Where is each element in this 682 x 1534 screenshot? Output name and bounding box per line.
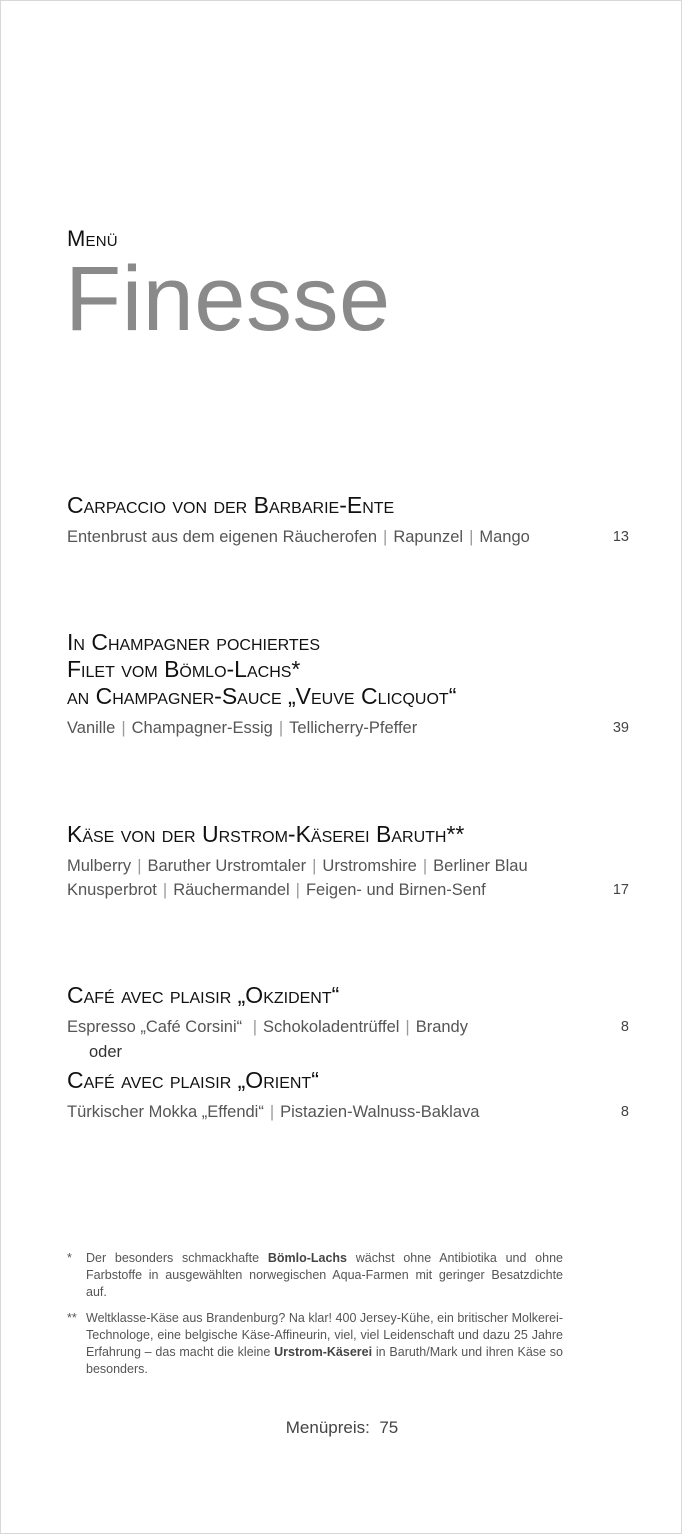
separator: |: [162, 881, 168, 899]
dish-description: [67, 1100, 631, 1124]
footnote-text: [86, 1250, 563, 1301]
footnote-highlight: Urstrom-Käserei: [274, 1345, 373, 1359]
footnote-highlight: Bömlo-Lachs: [267, 1251, 347, 1265]
menu-title: Finesse: [65, 248, 391, 350]
dish-price: 8: [620, 1019, 629, 1035]
separator: |: [383, 528, 388, 546]
dish-title-line: Café avec plaisir „Okzident“: [67, 982, 340, 1008]
dish-title-line: an Champagner-Sauce „Veuve Clicquot“: [67, 683, 457, 709]
ingredient: Schokoladentrüffel: [263, 1018, 400, 1036]
dish-description-row: [67, 716, 631, 740]
separator: |: [295, 881, 300, 899]
alternative-word: oder: [89, 1043, 123, 1061]
separator: |: [252, 1018, 258, 1036]
footnote-text: [86, 1310, 563, 1378]
dish-title: [67, 821, 631, 848]
dish-description-row: [67, 1100, 631, 1124]
separator: |: [405, 1018, 410, 1036]
menu-price: [1, 1418, 682, 1438]
separator: |: [269, 1103, 275, 1121]
ingredient: Rapunzel: [393, 528, 464, 546]
ingredient: Berliner Blau: [433, 857, 528, 875]
separator: |: [312, 857, 317, 875]
dish-title-line: In Champagner pochiertes: [67, 629, 320, 655]
menu-kicker: Menü: [67, 226, 118, 251]
ingredient: Feigen- und Birnen-Senf: [305, 881, 486, 899]
footnote-mark: *: [67, 1251, 72, 1265]
ingredient: Entenbrust aus dem eigenen Räucherofen: [67, 528, 378, 546]
dish-title-line: Café avec plaisir „Orient“: [67, 1067, 319, 1093]
separator: |: [137, 857, 142, 875]
dish-description-row: [67, 525, 631, 549]
dish-price: 39: [612, 720, 629, 736]
dish-price: 17: [612, 882, 629, 898]
dish-title: [67, 982, 631, 1009]
ingredient: Brandy: [415, 1018, 468, 1036]
dish-title: [67, 492, 631, 519]
separator: |: [278, 719, 284, 737]
dish-price: 13: [612, 529, 629, 545]
footnote-text-part: Der besonders schmackhafte: [86, 1251, 268, 1265]
ingredient: Champagner-Essig: [131, 719, 273, 737]
dish-description: [67, 1015, 631, 1039]
dish-cheese: [67, 821, 631, 902]
dish-title-line: Käse von der Urstrom-Käserei Baruth**: [67, 821, 465, 847]
dish-title: [67, 629, 631, 710]
ingredient: Baruther Urstromtaler: [147, 857, 307, 875]
ingredient: Räuchermandel: [173, 881, 290, 899]
footnote-text-part: wächst ohne Antibiotika und ohne Farbstoffe in ausgewählten norwegischen Aqua-Farmen mit geringer Besatzdichte auf.: [86, 1251, 563, 1299]
dish-title-line: Filet vom Bömlo-Lachs*: [67, 656, 301, 682]
dish-title-line: Carpaccio von der Barbarie-Ente: [67, 492, 395, 518]
ingredient: Espresso „Café Corsini“: [67, 1018, 247, 1036]
dish-description-row: [67, 1015, 631, 1039]
ingredient: Knusperbrot: [67, 881, 157, 899]
ingredient: Urstromshire: [322, 857, 417, 875]
separator: |: [422, 857, 428, 875]
dish-description: [67, 716, 631, 740]
footnote-mark: **: [67, 1311, 77, 1325]
separator: |: [469, 528, 474, 546]
ingredient: Tellicherry-Pfeffer: [289, 719, 418, 737]
menu-price-value: 75: [379, 1418, 399, 1437]
dish-description: [67, 854, 631, 878]
ingredient: Türkischer Mokka „Effendi“: [67, 1103, 264, 1121]
dish-price: 8: [620, 1104, 629, 1120]
footnote: [67, 1310, 563, 1378]
ingredient: Vanille: [67, 719, 116, 737]
dish-carpaccio: [67, 492, 631, 549]
footnote-text-part: in Baruth/Mark und ihren Käse so besonders.: [86, 1345, 563, 1376]
dish-description: [67, 878, 631, 902]
dish-description-row: [67, 854, 631, 902]
menu-price-label: Menüpreis:: [285, 1418, 370, 1437]
dish-coffee-options: [67, 982, 631, 1124]
ingredient: Mulberry: [67, 857, 132, 875]
footnotes: [67, 1250, 563, 1387]
dish-description: [67, 525, 631, 549]
dish-title: [67, 1067, 631, 1094]
dish-salmon: [67, 629, 631, 740]
ingredient: Pistazien-Walnuss-Baklava: [280, 1103, 480, 1121]
separator: |: [121, 719, 126, 737]
ingredient: Mango: [479, 528, 530, 546]
footnote-text-part: Weltklasse-Käse aus Brandenburg? Na klar! 400 Jersey-Kühe, ein britischer Molkerei-Technologe, eine belgische Käse-Affineurin, viel, viel Leidenschaft und dazu 25 Jahre Erfahrung – das macht die kleine: [86, 1311, 563, 1359]
footnote: [67, 1250, 563, 1301]
